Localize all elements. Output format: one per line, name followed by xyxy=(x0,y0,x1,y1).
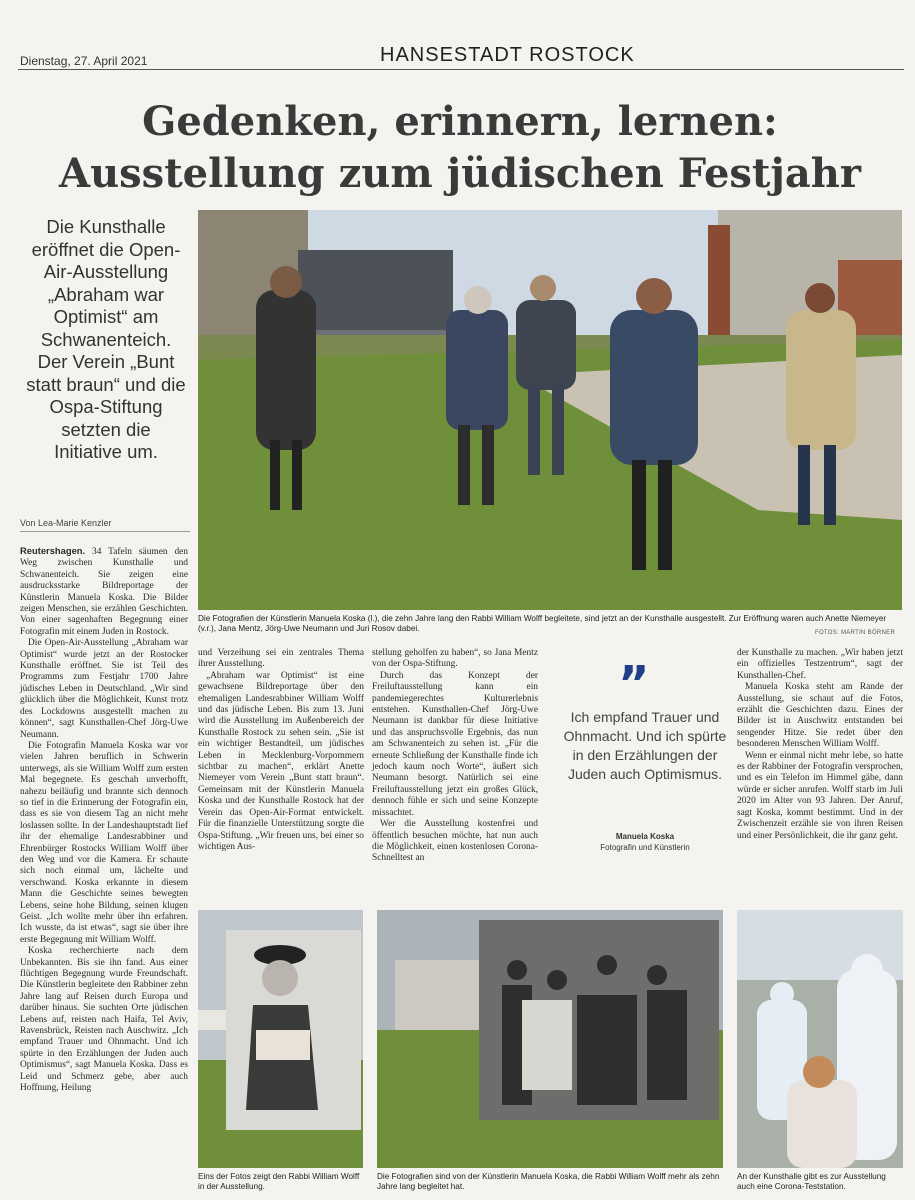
bottom-photo-3 xyxy=(737,910,903,1168)
header-divider xyxy=(18,69,904,70)
article-column-3 xyxy=(372,648,538,865)
issue-date: Dienstag, 27. April 2021 xyxy=(20,54,148,68)
quote-author-role: Fotografin und Künstlerin xyxy=(600,843,690,852)
headline-line-2: Ausstellung zum jüdischen Festjahr xyxy=(59,150,861,197)
bottom-photo-1 xyxy=(198,910,363,1168)
headline-line-1: Gedenken, erinnern, lernen: xyxy=(142,98,778,145)
paragraph: und Verzeihung sei ein zentrales Thema ihrer Ausstellung. xyxy=(198,648,364,670)
main-photo-image xyxy=(198,210,902,610)
exhibition-panels-image xyxy=(377,910,723,1168)
bottom-photo-3-caption: An der Kunsthalle gibt es zur Ausstellung auch eine Corona-Teststation. xyxy=(737,1172,886,1191)
paragraph: Durch das Konzept der Freiluftausstellung kann ein pandemiegerechtes Kulturerlebnis entstehen. Kunsthallen-Chef Jörg-Uwe Neumann ist dankbar für diese Initiative und das anspruchsvolle Ergebnis, das nun am Schwanenteich zu sehen ist. „Für die erneute Schließung der Kunsthalle finde ich jedoch kaum noch Worte“, äußert sich Neumann besorgt. Natürlich sei eine Freiluftausstellung jetzt ein großes Glück, dennoch fühle er sich und seine Konzepte missachtet. xyxy=(372,670,538,818)
byline: Von Lea-Marie Kenzler xyxy=(20,518,112,528)
paragraph: Koska recherchierte nach dem Unbekannten. Bis sie ihn fand. Aus einer flüchtigen Begegnung wurde Freundschaft. Die Künstlerin begleitete den Rabbiner zehn Jahre lang auf Reisen durch Europa und darüber hinaus. Sie suchten Orte jüdischen Lebens auf, reisten nach Haifa, Tel Aviv, Ravensbrück, Reisten nach Auschwitz. „Ich empfand Trauer und Ohnmacht. Und ich spürte in den Erzählungen der Juden auch Optimismus“, sagt Manuela Koska. Dass es Leid und Schmerz gebe, aber auch Hoffnung, Heilung xyxy=(20,946,188,1094)
bottom-photo-2-caption: Die Fotografien sind von der Künstlerin Manuela Koska, die Rabbi William Wolff mehr als zehn Jahre lang begleitet hat. xyxy=(377,1172,720,1191)
paragraph: Wer die Ausstellung kostenfrei und öffentlich besuchen möchte, hat nun auch die Möglichkeit, einen kostenlosen Corona-Schnelltest an xyxy=(372,819,538,864)
article-column-4 xyxy=(737,648,903,842)
paragraph: Die Fotografin Manuela Koska war vor vielen Jahren beruflich in Schwerin unterwegs, als sie William Wolff zum ersten Mal begegnete. Es geschah unverhofft, nahezu beiläufig und brannte sich dennoch so tief in die Erinnerung der Fotografin ein, dass es sie von diesem Tag an nicht mehr loslassen sollte. In der Landeshauptstadt lief ihr der ehemalige Landesrabbiner und Ehrenbürger Rostocks William Wolff über den Weg und vor die Kamera. Er schaute sich noch einmal um, lächelte und verschwand. Koska erkannte in diesem Mann die Geschichte seines bewegten Lebens, seine hohe Bildung, seinen klugen Geist. „Ich wollte mehr über ihn erfahren. Ich wusste, da ist etwas“, sagt sie über ihre erste Begegnung mit William Wolff. xyxy=(20,740,188,945)
paragraph: Manuela Koska steht am Rande der Ausstellung, sie schaut auf die Fotos, erzählt die Geschichten dazu. Eines der Bilder ist in Auschwitz entstanden bei sengender Hitze. Sie redet über den besonderen Menschen William Wolff. xyxy=(737,682,903,750)
pull-quote: Ich empfand Trauer und Ohnmacht. Und ich spürte in den Erzählungen der Juden auch Optimismus. xyxy=(563,709,727,782)
photo-credit: FOTOS: MARTIN BÖRNER xyxy=(815,630,896,636)
paragraph: Die Open-Air-Ausstellung „Abraham war Optimist“ wurde jetzt an der Rostocker Kunsthalle eröffnet. Sie ist Teil des Programms zum Festjahr 1700 Jahre jüdisches Leben in Deutschland. „Wir sind glücklich über die Möglichkeit, Kunst trotz des Lockdowns ausgestellt machen zu können“, sagt Kunsthallen-Chef Jörg-Uwe Neumann. xyxy=(20,638,188,740)
paragraph: stellung geholfen zu haben“, so Jana Mentz von der Ospa-Stiftung. xyxy=(372,648,538,670)
dateline: Reutershagen. xyxy=(20,545,86,556)
paragraph xyxy=(20,545,188,638)
main-photo xyxy=(198,210,902,610)
main-photo-caption: Die Fotografien der Künstlerin Manuela Koska (l.), die zehn Jahre lang den Rabbi William Wolff begleitete, sind jetzt an der Kunsthalle ausgestellt. Zur Eröffnung waren auch Anette Niemeyer (v.r.), Jana Mentz, Jörg-Uwe Neumann und Juri Rosov dabei. xyxy=(198,614,887,633)
article-column-1 xyxy=(20,545,188,1095)
quote-mark-icon: ” xyxy=(618,656,650,712)
bottom-photo-2 xyxy=(377,910,723,1168)
quote-author: Manuela Koska xyxy=(615,832,675,841)
section-rubric: HANSESTADT ROSTOCK xyxy=(380,44,635,66)
article-teaser: Die Kunsthalle eröffnet die Open-Air-Ausstellung „Abraham war Optimist“ am Schwanenteich. Der Verein „Bunt statt braun“ und die Ospa-Stiftung setzten die Initiative um. xyxy=(26,216,186,462)
paragraph: „Abraham war Optimist“ ist eine gewachsene Bildreportage über den ehemaligen Landesrabbiner William Wolff und das jüdische Leben. Bis zum 13. Juni wird die Ausstellung im Außenbereich der Kunsthalle Rostock zu sehen sein. „Sie ist ein wichtiger Bestandteil, um jüdisches Leben in Mecklenburg-Vorpommern sichtbar zu machen“, erklärt Anette Niemeyer vom Verein „Bunt statt braun“. Gemeinsam mit der Künstlerin Manuela Koska und der Kunsthalle Rostock hat der Verein das Open-Air-Format entwickelt. Für die finanzielle Unterstützung sorgte die Ospa-Stiftung. „Wir freuen uns, bei einer so wichtigen Aus- xyxy=(198,670,364,852)
byline-divider xyxy=(20,531,190,532)
test-station-image xyxy=(737,910,903,1168)
paragraph: der Kunsthalle zu machen. „Wir haben jetzt ein offizielles Testzentrum“, sagt der Kunsthallen-Chef. xyxy=(737,648,903,681)
article-column-2 xyxy=(198,648,364,853)
bottom-photo-1-caption: Eins der Fotos zeigt den Rabbi William Wolff in der Ausstellung. xyxy=(198,1172,360,1191)
paragraph-text: 34 Tafeln säumen den Weg zwischen Kunsthalle und Schwanenteich. Sie zeigen eine ausdrucksstarke Bildreportage der Künstlerin Manuela Koska. Die Bilder zeigen Menschen, sie erzählen Geschichten. Von einer sagenhaften Begegnung einer Fotografin mit einem Juden in Rostock. xyxy=(20,547,188,637)
rabbi-portrait-image xyxy=(198,910,363,1168)
paragraph: Wenn er einmal nicht mehr lebe, so hatte es der Rabbiner der Fotografin versprochen, und es ein Telefon im Himmel gäbe, dann würde er sicher anrufen. Wolff starb im Juli 2020 im Alter von 93 Jahren. Der Anruf, sagt Koska, kommt bestimmt. Und in der Zwischenzeit erzähle sie von ihren Reisen und einer Persönlichkeit, die ihr ganz geht. xyxy=(737,750,903,841)
